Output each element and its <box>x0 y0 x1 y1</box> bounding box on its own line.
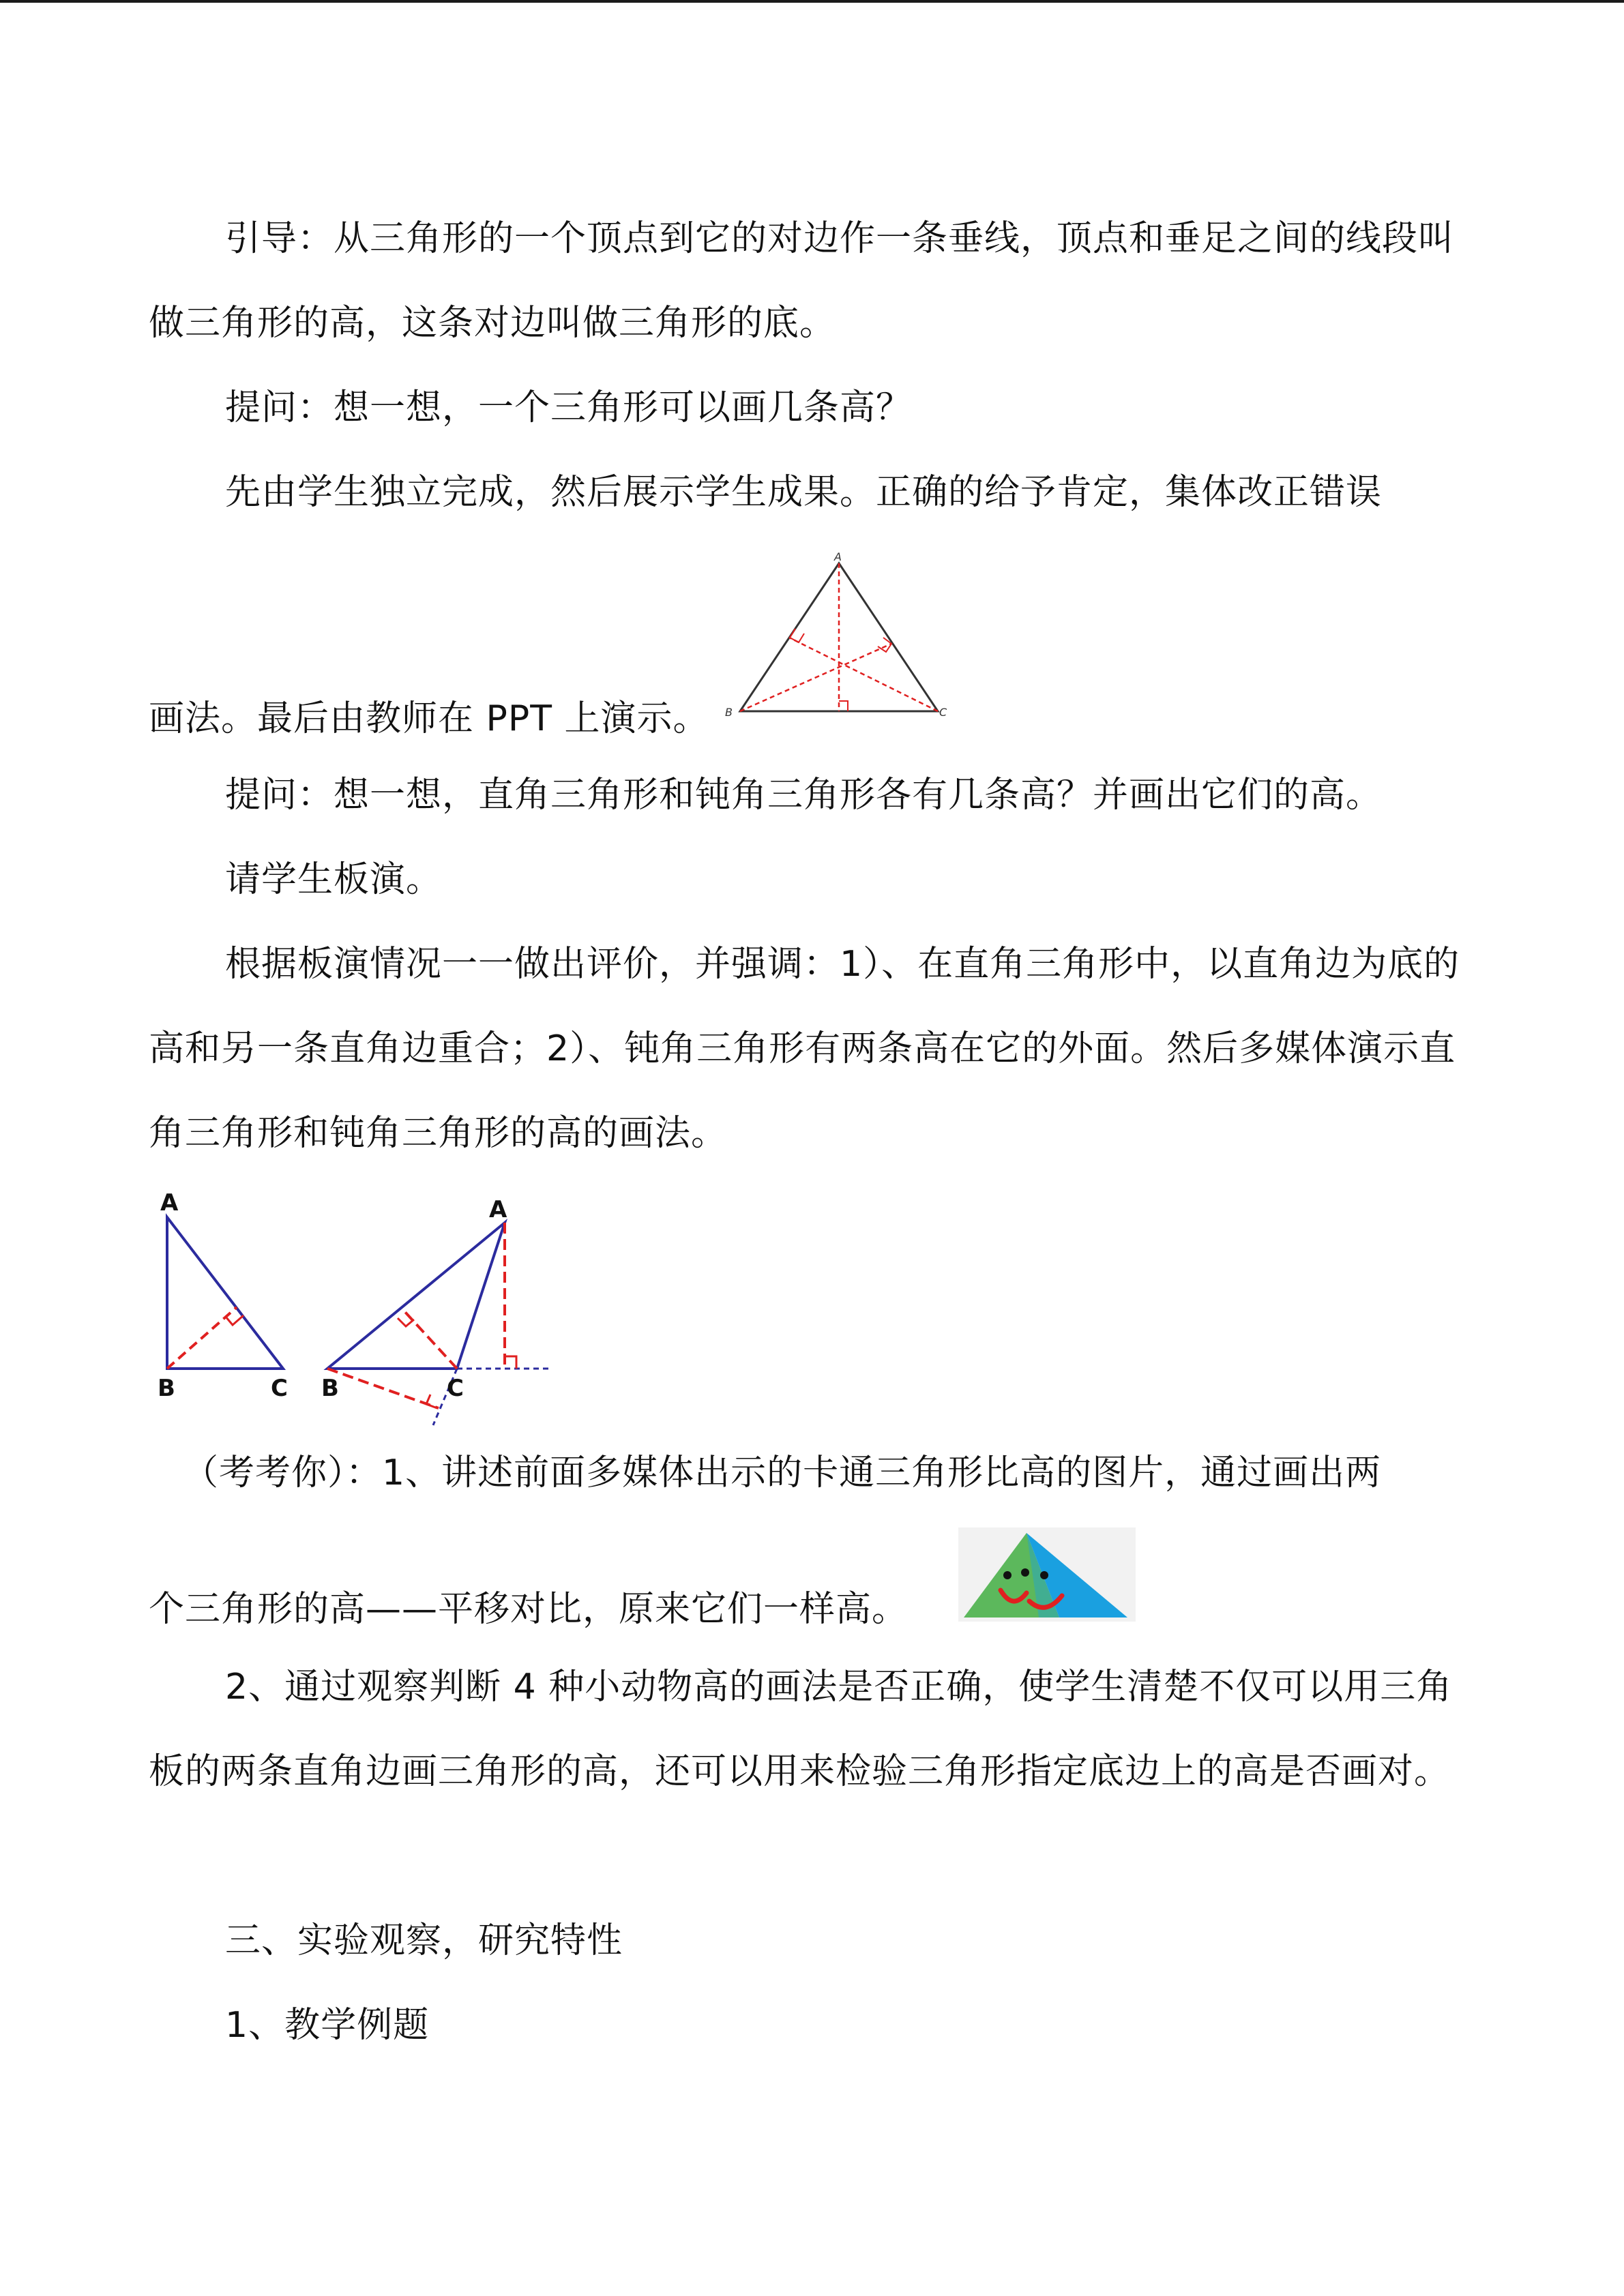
right-angle-mark-a <box>505 1356 516 1369</box>
label-a: A <box>160 1190 179 1217</box>
obtuse-triangle-outline <box>327 1223 505 1369</box>
right-angle-mark-a <box>839 701 848 711</box>
label-a: A <box>489 1196 507 1223</box>
paragraph-evaluation: 根据板演情况一一做出评价，并强调：1）、在直角三角形中，以直角边为底的高和另一条直角边重合；2）、钝角三角形有两条高在它的外面。然后多媒体演示直角三角形和钝角三角形的高的画法。 <box>149 944 1460 1154</box>
paragraph-student-work: 先由学生独立完成，然后展示学生成果。正确的给予肯定，集体改正错误 <box>225 472 1383 513</box>
right-angle-mark-b <box>426 1395 437 1408</box>
figure-acute-triangle-altitudes <box>720 551 951 721</box>
figure-obtuse-triangle-altitudes <box>317 1190 563 1429</box>
label-a: A <box>834 551 842 563</box>
right-angle-mark-b <box>790 629 804 642</box>
eye-middle <box>1021 1568 1029 1577</box>
eye-right <box>1040 1571 1048 1579</box>
paragraph-board-work: 请学生板演。 <box>225 859 443 900</box>
eye-left <box>1003 1571 1012 1579</box>
paragraph-animals: 2、通过观察判断 4 种小动物高的画法是否正确，使学生清楚不仅可以用三角板的两条直角边画三角形的高，还可以用来检验三角形指定底边上的高是否画对。 <box>149 1667 1453 1792</box>
paragraph-translation-compare: 个三角形的高——平移对比，原来它们一样高。 <box>149 1589 909 1630</box>
paragraph-test-you: （考考你）：1、讲述前面多媒体出示的卡通三角形比高的图片，通过画出两 <box>183 1452 1382 1493</box>
right-triangle-outline <box>167 1217 283 1369</box>
label-b: B <box>725 706 733 719</box>
paragraph-ppt-demo: 画法。最后由教师在 PPT 上演示。 <box>149 698 709 739</box>
altitude-from-b <box>327 1369 439 1408</box>
page-top-border <box>0 0 1624 3</box>
paragraph-question-2: 提问：想一想，直角三角形和钝角三角形各有几条高？并画出它们的高。 <box>225 775 1383 816</box>
right-angle-mark <box>226 1315 243 1325</box>
label-c: C <box>939 706 947 719</box>
section-heading-experiment: 三、实验观察，研究特性 <box>225 1920 623 1961</box>
label-c: C <box>447 1375 464 1402</box>
label-b: B <box>158 1375 175 1401</box>
figure-right-triangle-altitude <box>153 1190 297 1401</box>
label-b: B <box>321 1375 339 1402</box>
paragraph-definition: 引导：从三角形的一个顶点到它的对边作一条垂线，顶点和垂足之间的线段叫做三角形的高，这条对边叫做三角形的底。 <box>149 218 1455 344</box>
paragraph-question-1: 提问：想一想，一个三角形可以画几条高？ <box>225 387 913 428</box>
label-c: C <box>271 1375 288 1401</box>
altitude-from-c <box>789 638 938 711</box>
subheading-example: 1、教学例题 <box>225 2005 430 2046</box>
figure-cartoon-triangles <box>958 1527 1136 1622</box>
